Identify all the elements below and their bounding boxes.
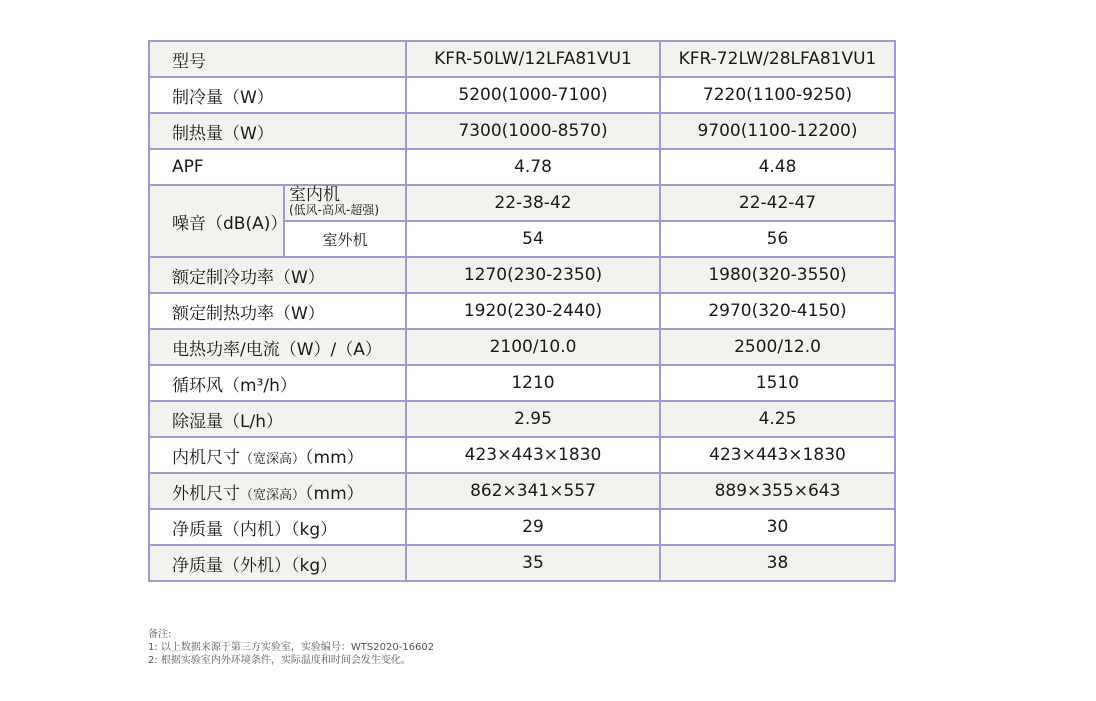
noise-indoor-label xyxy=(284,185,406,221)
noise-outdoor-a: 54 xyxy=(406,221,660,257)
airflow-a: 1210 xyxy=(406,365,660,401)
cooling-a: 5200(1000-7100) xyxy=(406,77,660,113)
outdoor-size-a: 862×341×557 xyxy=(406,473,660,509)
outdoor-size-b: 889×355×643 xyxy=(660,473,895,509)
noise-indoor-a: 22-38-42 xyxy=(406,185,660,221)
spec-table xyxy=(148,40,896,582)
model-a: KFR-50LW/12LFA81VU1 xyxy=(406,41,660,77)
notes-line-1: 1: 以上数据来源于第三方实验室，实验编号：WTS2020-16602 xyxy=(148,642,435,653)
table-row-outdoor-size xyxy=(149,473,895,509)
cool-power-a: 1270(230-2350) xyxy=(406,257,660,293)
heating-a: 7300(1000-8570) xyxy=(406,113,660,149)
elec-heat-label: 电热功率/电流（W）/（A） xyxy=(149,329,406,365)
apf-b: 4.48 xyxy=(660,149,895,185)
table-row-airflow xyxy=(149,365,895,401)
indoor-size-unit: （mm） xyxy=(305,447,364,468)
heating-label: 制热量（W） xyxy=(149,113,406,149)
noise-indoor-b: 22-42-47 xyxy=(660,185,895,221)
apf-label: APF xyxy=(149,149,406,185)
table-row-header xyxy=(149,41,895,77)
table-row-apf xyxy=(149,149,895,185)
heat-power-label: 额定制热功率（W） xyxy=(149,293,406,329)
table-row-indoor-size xyxy=(149,437,895,473)
noise-indoor-title: 室内机 xyxy=(289,185,340,205)
indoor-size-b: 423×443×1830 xyxy=(660,437,895,473)
notes-title: 备注: xyxy=(148,629,172,640)
noise-label: 噪音（dB(A)） xyxy=(149,185,284,257)
table-row-dehumid xyxy=(149,401,895,437)
noise-indoor-sub: (低风-高风-超强) xyxy=(289,203,380,217)
table-row-cool-power xyxy=(149,257,895,293)
table-row-cooling xyxy=(149,77,895,113)
apf-a: 4.78 xyxy=(406,149,660,185)
table-row-heating xyxy=(149,113,895,149)
heating-b: 9700(1100-12200) xyxy=(660,113,895,149)
net-outdoor-b: 38 xyxy=(660,545,895,581)
table-row-net-indoor xyxy=(149,509,895,545)
table-row-elec-heat xyxy=(149,329,895,365)
model-label: 型号 xyxy=(149,41,406,77)
heat-power-b: 2970(320-4150) xyxy=(660,293,895,329)
elec-heat-a: 2100/10.0 xyxy=(406,329,660,365)
dehumid-label: 除湿量（L/h） xyxy=(149,401,406,437)
cooling-b: 7220(1100-9250) xyxy=(660,77,895,113)
cooling-label: 制冷量（W） xyxy=(149,77,406,113)
heat-power-a: 1920(230-2440) xyxy=(406,293,660,329)
footnotes xyxy=(148,628,434,667)
net-indoor-b: 30 xyxy=(660,509,895,545)
noise-outdoor-label: 室外机 xyxy=(284,221,406,257)
outdoor-size-label xyxy=(149,473,406,509)
outdoor-size-main: 外机尺寸 xyxy=(172,483,240,504)
cool-power-b: 1980(320-3550) xyxy=(660,257,895,293)
elec-heat-b: 2500/12.0 xyxy=(660,329,895,365)
indoor-size-paren: （宽深高） xyxy=(240,451,306,467)
outdoor-size-unit: （mm） xyxy=(305,483,364,504)
net-outdoor-a: 35 xyxy=(406,545,660,581)
airflow-label: 循环风（m³/h） xyxy=(149,365,406,401)
table-row-heat-power xyxy=(149,293,895,329)
table-row-net-outdoor xyxy=(149,545,895,581)
outdoor-size-paren: （宽深高） xyxy=(240,487,306,503)
indoor-size-label xyxy=(149,437,406,473)
notes-line-2: 2: 根据实验室内外环境条件，实际温度和时间会发生变化。 xyxy=(148,655,411,666)
table-row-noise-indoor xyxy=(149,185,895,221)
dehumid-b: 4.25 xyxy=(660,401,895,437)
noise-outdoor-b: 56 xyxy=(660,221,895,257)
cool-power-label: 额定制冷功率（W） xyxy=(149,257,406,293)
airflow-b: 1510 xyxy=(660,365,895,401)
indoor-size-main: 内机尺寸 xyxy=(172,447,240,468)
net-indoor-label: 净质量（内机）（kg） xyxy=(149,509,406,545)
net-outdoor-label: 净质量（外机）（kg） xyxy=(149,545,406,581)
net-indoor-a: 29 xyxy=(406,509,660,545)
model-b: KFR-72LW/28LFA81VU1 xyxy=(660,41,895,77)
dehumid-a: 2.95 xyxy=(406,401,660,437)
indoor-size-a: 423×443×1830 xyxy=(406,437,660,473)
